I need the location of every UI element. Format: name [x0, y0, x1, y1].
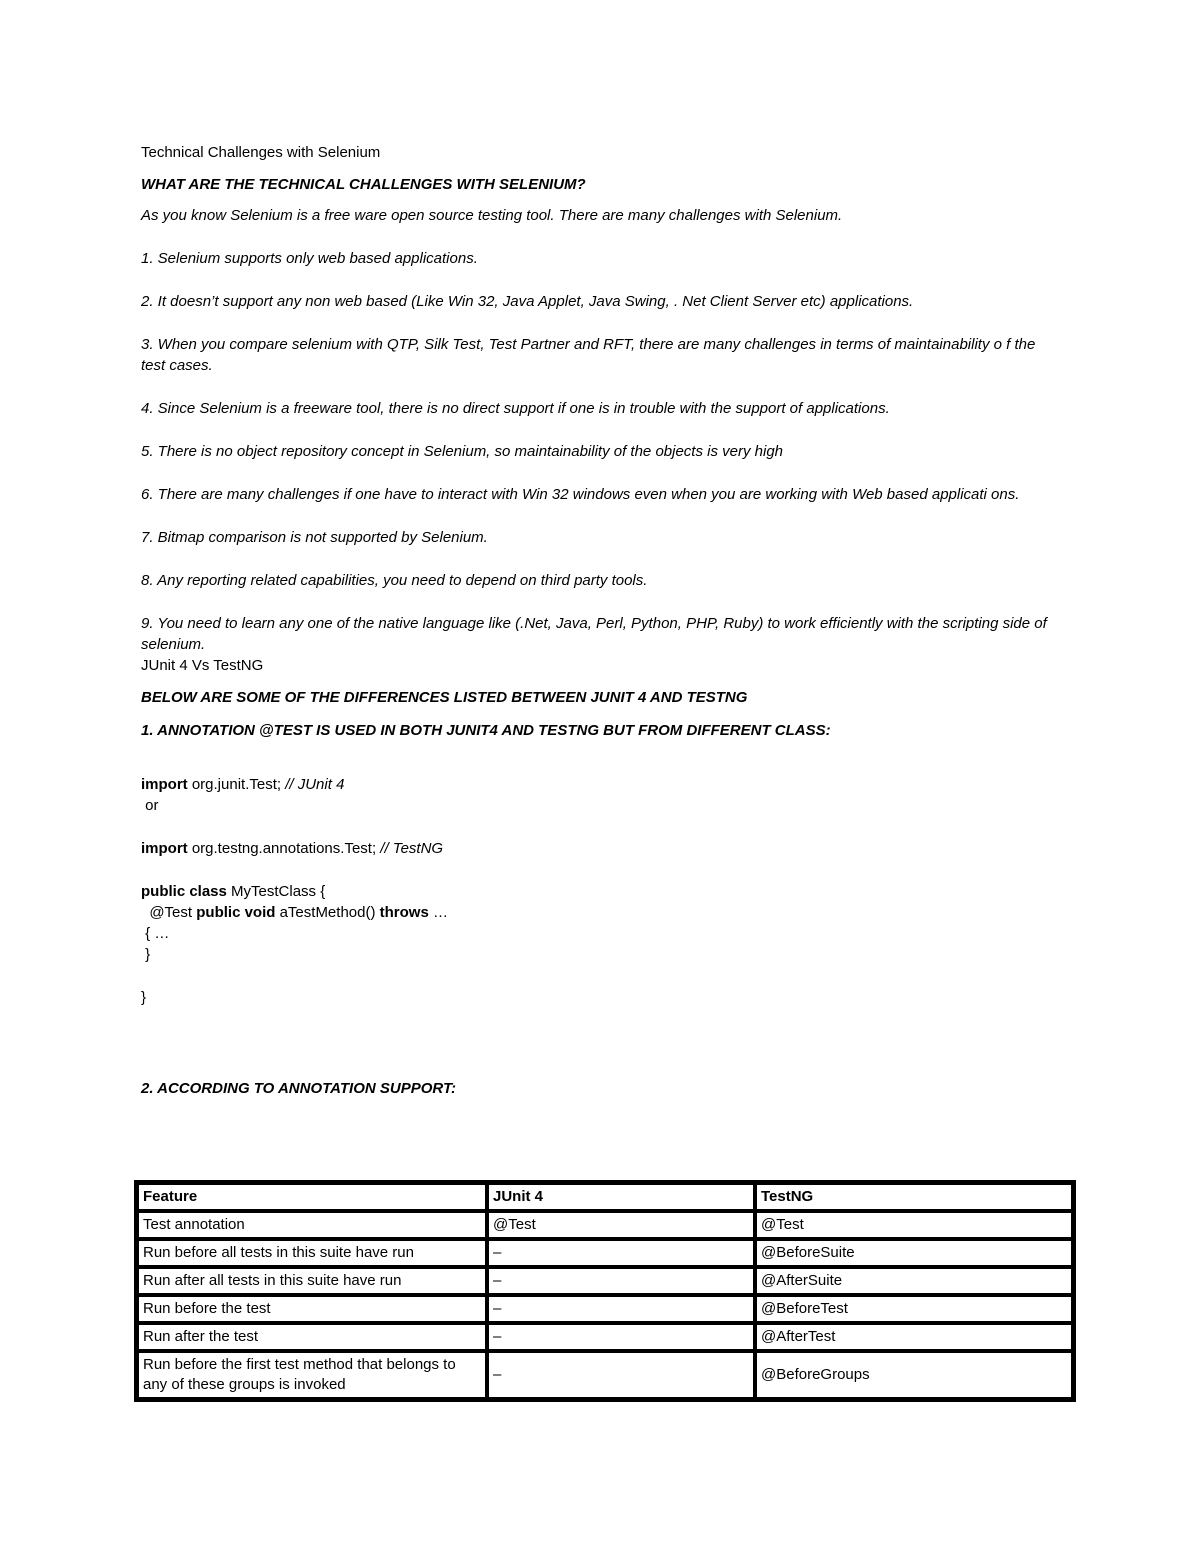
table-cell: – — [487, 1267, 755, 1295]
code-line-method: @Test public void aTestMethod() throws … — [141, 904, 448, 921]
code-line-or: or — [141, 797, 159, 814]
table-cell: Run before the first test method that belongs to any of these groups is invoked — [137, 1351, 487, 1399]
document-page — [141, 142, 1061, 1109]
list-item: 5. There is no object repository concept in Selenium, so maintainability of the objects is very high — [141, 443, 783, 460]
table-cell: @BeforeSuite — [755, 1239, 1073, 1267]
list-item: 7. Bitmap comparison is not supported by Selenium. — [141, 529, 488, 546]
list-item: 9. You need to learn any one of the native language like (.Net, Java, Perl, Python, PHP, Ruby) to work efficiently with the scripting side of selenium. — [141, 615, 1047, 653]
challenges-list — [141, 248, 1061, 655]
code-line-import-testng: import org.testng.annotations.Test; // TestNG — [141, 840, 444, 857]
table-row — [137, 1267, 1073, 1295]
code-line-brace-close: } — [141, 946, 151, 963]
code-line-class: public class MyTestClass { — [141, 883, 326, 900]
table-cell: @BeforeTest — [755, 1295, 1073, 1323]
table-cell: @Test — [487, 1211, 755, 1239]
table-cell: – — [487, 1295, 755, 1323]
table-cell: Run after the test — [137, 1323, 487, 1351]
table-cell: @AfterTest — [755, 1323, 1073, 1351]
table-row — [137, 1211, 1073, 1239]
table-cell: – — [487, 1239, 755, 1267]
table-cell: – — [487, 1323, 755, 1351]
differences-heading: BELOW ARE SOME OF THE DIFFERENCES LISTED BETWEEN JUNIT 4 AND TESTNG — [141, 689, 748, 706]
table-row — [137, 1239, 1073, 1267]
list-item: 6. There are many challenges if one have to interact with Win 32 windows even when you are working with Web based applicati ons. — [141, 486, 1020, 503]
challenges-heading: WHAT ARE THE TECHNICAL CHALLENGES WITH SELENIUM? — [141, 176, 586, 193]
list-item: 2. It doesn’t support any non web based (Like Win 32, Java Applet, Java Swing, . Net Client Server etc) applications. — [141, 293, 914, 310]
table-cell: @AfterSuite — [755, 1267, 1073, 1295]
code-line-brace-close-outer: } — [141, 989, 147, 1006]
table-cell: – — [487, 1351, 755, 1399]
table-row — [137, 1323, 1073, 1351]
table-row — [137, 1351, 1073, 1399]
table-cell: Run before the test — [137, 1295, 487, 1323]
table-row — [137, 1295, 1073, 1323]
table-cell: Run before all tests in this suite have run — [137, 1239, 487, 1267]
list-item: 3. When you compare selenium with QTP, Silk Test, Test Partner and RFT, there are many challenges in terms of maintainability o f the test cases. — [141, 336, 1036, 374]
table-cell: Test annotation — [137, 1211, 487, 1239]
table-header-cell: JUnit 4 — [487, 1183, 755, 1211]
list-item: 8. Any reporting related capabilities, you need to depend on third party tools. — [141, 572, 648, 589]
document-title: Technical Challenges with Selenium — [141, 144, 381, 161]
table-header-cell: Feature — [137, 1183, 487, 1211]
table-cell: @BeforeGroups — [755, 1351, 1073, 1399]
annotation-support-heading: 2. ACCORDING TO ANNOTATION SUPPORT: — [141, 1080, 457, 1097]
table-header-row — [137, 1183, 1073, 1211]
table-cell: Run after all tests in this suite have run — [137, 1267, 487, 1295]
code-line-brace-open: { … — [141, 925, 170, 942]
code-line-import-junit: import org.junit.Test; // JUnit 4 — [141, 776, 345, 793]
list-item: 4. Since Selenium is a freeware tool, there is no direct support if one is in trouble with the support of applications. — [141, 400, 890, 417]
section-subtitle: JUnit 4 Vs TestNG — [141, 657, 264, 674]
annotation-table — [134, 1180, 1076, 1402]
annotation-heading: 1. ANNOTATION @TEST IS USED IN BOTH JUNIT4 AND TESTNG BUT FROM DIFFERENT CLASS: — [141, 722, 831, 739]
code-block — [141, 774, 1061, 1008]
intro-paragraph: As you know Selenium is a free ware open source testing tool. There are many challenges with Selenium. — [141, 207, 843, 224]
list-item: 1. Selenium supports only web based applications. — [141, 250, 478, 267]
table-header-cell: TestNG — [755, 1183, 1073, 1211]
table-cell: @Test — [755, 1211, 1073, 1239]
